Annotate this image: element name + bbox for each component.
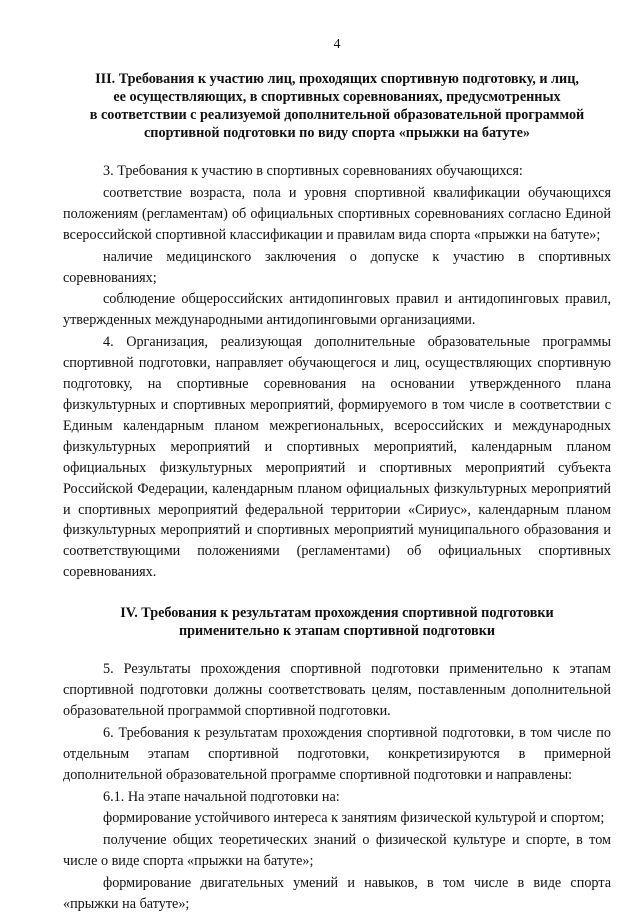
- section-3-title-line: ее осуществляющих, в спортивных соревнованиях, предусмотренных: [113, 89, 561, 105]
- paragraph-5: 5. Результаты прохождения спортивной подготовки применительно к этапам спортивной подготовки должны соответствовать целям, поставленным дополнительной образовательной программой спортивной подготовки.: [63, 661, 611, 719]
- section-3-title-line: спортивной подготовки по виду спорта «прыжки на батуте»: [144, 125, 530, 141]
- section-3-body: [63, 161, 611, 583]
- section-3-title-line: III. Требования к участию лиц, проходящих спортивную подготовку, и лиц,: [95, 71, 579, 87]
- section-3-title: [63, 70, 611, 142]
- paragraph-4: 4. Организация, реализующая дополнительные образовательные программы спортивной подготовки, направляет обучающегося и лиц, осуществляющих спортивную подготовку, на спортивные соревнования на основании утвержденного плана физкультурных и спортивных мероприятий, формируемого в том числе в соответствии с Единым календарным планом межрегиональных, всероссийских и международных физкультурных мероприятий и спортивных мероприятий, календарным планом официальных физкультурных мероприятий и спортивных мероприятий субъекта Российской Федерации, календарным планом официальных физкультурных мероприятий и спортивных мероприятий федеральной территории «Сириус», календарным планом физкультурных мероприятий и спортивных мероприятий муниципального образования и соответствующими положениями (регламентами) об официальных спортивных соревнованиях.: [63, 334, 611, 581]
- section-3-title-line: в соответствии с реализуемой дополнительной образовательной программой: [89, 107, 585, 123]
- paragraph-3: 3. Требования к участию в спортивных соревнованиях обучающихся:: [103, 163, 523, 179]
- section-4-title-line: IV. Требования к результатам прохождения спортивной подготовки: [120, 605, 554, 622]
- section-4-title: [63, 604, 611, 640]
- paragraph-3-item-antidoping: соблюдение общероссийских антидопинговых правил и антидопинговых правил, утвержденных международными антидопинговыми организациями.: [63, 291, 611, 329]
- paragraph-3-item-age: соответствие возраста, пола и уровня спортивной квалификации обучающихся положениям (регламентам) об официальных спортивных соревнованиях согласно Единой всероссийской спортивной классификации и правилам вида спорта «прыжки на батуте»;: [63, 184, 611, 243]
- paragraph-3-item-medical: наличие медицинского заключения о допуске к участию в спортивных соревнованиях;: [63, 248, 611, 286]
- document-page: [63, 36, 611, 915]
- paragraph-6-1-item-skills: формирование двигательных умений и навыков, в том числе в виде спорта «прыжки на батуте»;: [63, 875, 611, 913]
- section-4-title-line: применительно к этапам спортивной подготовки: [178, 623, 496, 640]
- paragraph-6-1: 6.1. На этапе начальной подготовки на:: [103, 788, 340, 805]
- page-number: 4: [333, 37, 341, 52]
- paragraph-6-1-item-interest: формирование устойчивого интереса к занятиям физической культурой и спортом;: [103, 810, 605, 827]
- section-4-body: [63, 659, 611, 915]
- paragraph-6: 6. Требования к результатам прохождения спортивной подготовки, в том числе по отдельным этапам спортивной подготовки, конкретизируются в примерной дополнительной образовательной программе спортивной подготовки и направлены:: [63, 724, 611, 783]
- paragraph-6-1-item-knowledge: получение общих теоретических знаний о физической культуре и спорте, в том числе о виде спорта «прыжки на батуте»;: [63, 832, 611, 870]
